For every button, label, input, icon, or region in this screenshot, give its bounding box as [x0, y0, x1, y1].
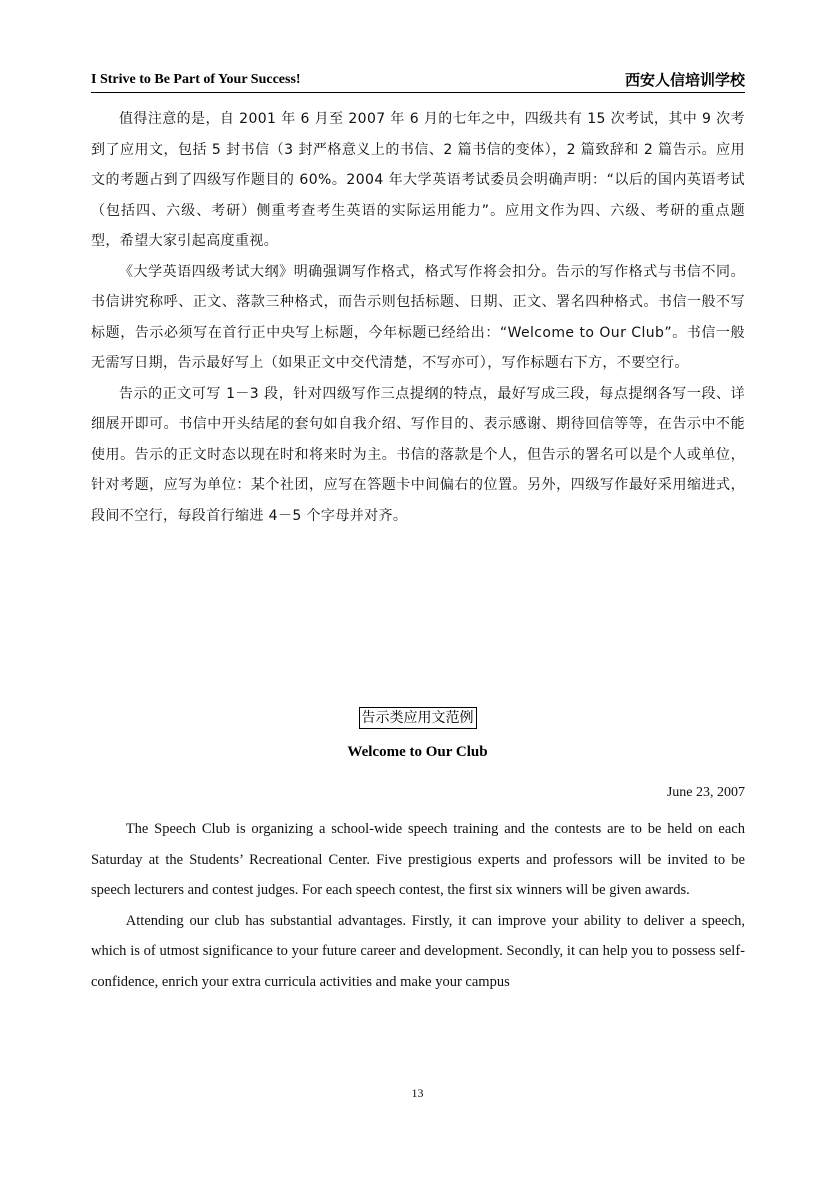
chinese-paragraph: 值得注意的是，自 2001 年 6 月至 2007 年 6 月的七年之中，四级共有 15 次考试，其中 9 次考到了应用文，包括 5 封书信（3 封严格意义上的书信、2 篇书信的变体），2 篇致辞和 2 篇告示。应用文的考题占到了四级写作题目的 60%。2004 年大学英语考试委员会明确声明：“以后的国内英语考试（包括四、六级、考研）侧重考查考生英语的实际运用能力”。应用文作为四、六级、考研的重点题型，希望大家引起高度重视。: [91, 111, 745, 249]
page-number: 13: [411, 1086, 424, 1100]
chinese-paragraph: 告示的正文可写 1－3 段，针对四级写作三点提纲的特点，最好写成三段，每点提纲各写一段、详细展开即可。书信中开头结尾的套句如自我介绍、写作目的、表示感谢、期待回信等等，在告示中不能使用。告示的正文时态以现在时和将来时为主。书信的落款是个人，但告示的署名可以是个人或单位，针对考题，应写为单位：某个社团，应写在答题卡中间偏右的位置。另外，四级写作最好采用缩进式，段间不空行，每段首行缩进 4－5 个字母并对齐。: [91, 385, 745, 524]
letter-date: June 23, 2007: [666, 785, 745, 800]
example-label: 告示类应用文范例: [359, 707, 477, 729]
chinese-paragraph: 《大学英语四级考试大纲》明确强调写作格式，格式写作将会扣分。告示的写作格式与书信不同。书信讲究称呼、正文、落款三种格式，而告示则包括标题、日期、正文、署名四种格式。书信一般不写标题，告示必须写在首行正中央写上标题，今年标题已经给出：“Welcome to Our Club”。书信一般无需写日期，告示最好写上（如果正文中交代清楚，不写亦可），写作标题右下方，不要空行。: [91, 263, 745, 371]
english-body: [91, 814, 745, 997]
english-paragraph: The Speech Club is organizing a school-wide speech training and the contests are to be held on each Saturday at the Students’ Recreational Center. Five prestigious experts and professors will be invited to be speech lecturers and contest judges. For each speech contest, the first six winners will be given awards.: [91, 821, 745, 898]
page-header: [91, 70, 745, 93]
english-paragraph: Attending our club has substantial advantages. Firstly, it can improve your ability to deliver a speech, which is of utmost significance to your future career and development. Secondly, it can help you to possess self-confidence, enrich your extra curricula activities and make your campus: [91, 912, 745, 990]
letter-title: Welcome to Our Club: [347, 744, 488, 760]
header-slogan: I Strive to Be Part of Your Success!: [91, 72, 301, 87]
header-school-name: 西安人信培训学校: [624, 71, 745, 89]
chinese-body: [91, 104, 745, 531]
example-label-row: [0, 707, 835, 729]
